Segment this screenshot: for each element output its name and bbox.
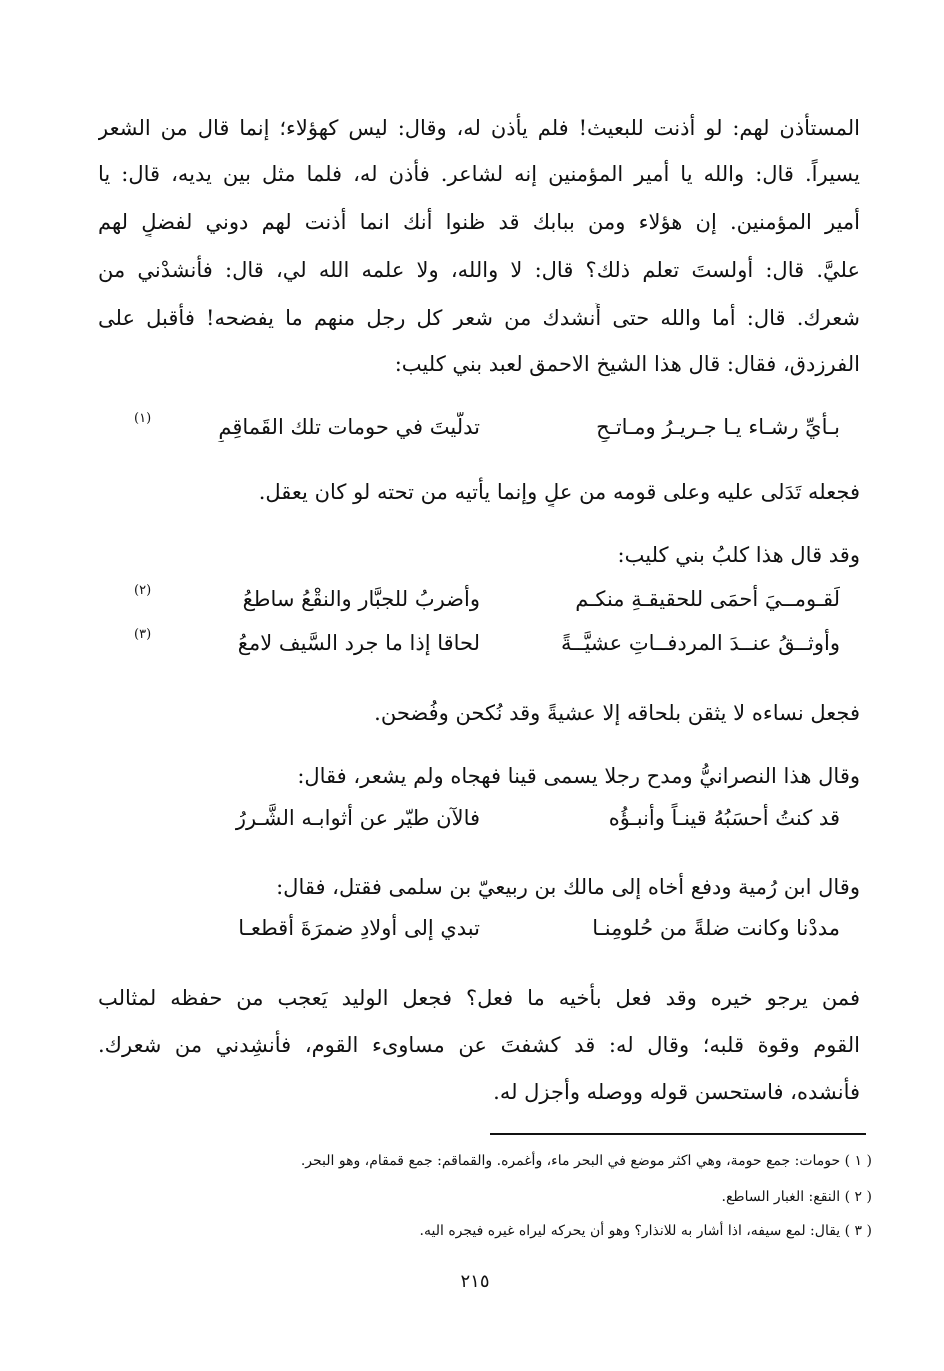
footnote-marker: (٢): [134, 583, 152, 598]
text-line: القوم وقوة قلبه؛ وقال له: قد كشفتَ عن مساوىء القوم، فأنشِدني من شعرك.: [98, 1033, 860, 1057]
footnote-marker: (١): [134, 411, 152, 426]
verse-first-hemistich: قد كنتُ أحسَبُهُ قينـاً وأنبـؤُه: [608, 806, 840, 830]
text-line: يسيراً. قال: والله يا أمير المؤمنين إنه لشاعر. فأذن له، فلما مثل بين يديه، قال: يا: [98, 162, 860, 186]
text-line: وقال هذا النصرانيُّ ومدح رجلا يسمى قينا فهجاه ولم يشعر، فقال:: [297, 764, 860, 788]
text-line: فجعله تَدَلى عليه وعلى قومه من علٍ وإنما يأتيه من تحته لو كان يعقل.: [258, 480, 860, 504]
verse-line: [134, 411, 840, 442]
footnote: ( ١ ) حومات: جمع حومة، وهي اكثر موضع في البحر ماء، وأغمره. والقماقم: جمع قمقام، وهو البحر.: [300, 1153, 872, 1169]
verse-second-hemistich: تدلَّيتَ في حومات تلك القَماقِمِ: [218, 415, 480, 439]
verse-first-hemistich: بـأيِّ رشـاء يـا جـريـرُ ومـاتـحٍ: [596, 415, 840, 439]
verse-line: [134, 627, 840, 658]
text-line: المستأذن لهم: لو أذنت للبعيث! فلم يأذن له، وقال: ليس كهؤلاء؛ إنما قال من الشعر: [98, 116, 860, 140]
footnote-marker: (٣): [134, 627, 152, 642]
footnote-divider: [490, 1133, 866, 1135]
text-line: الفرزدق، فقال: قال هذا الشيخ الاحمق لعبد بني كليب:: [394, 352, 860, 376]
verse-line: [140, 913, 840, 943]
footnote: ( ٣ ) يقال: لمع سيفه، اذا أشار به للانذار؟ وهو أن يحركه ليراه غيره فيجره اليه.: [419, 1223, 872, 1239]
verse-second-hemistich: تبدي إلى أولادِ ضمرَةَ أقطعـا: [238, 916, 480, 940]
verse-second-hemistich: لحاقا إذا ما جرد السَّيف لامعُ: [237, 631, 480, 655]
verse-second-hemistich: فالآن طيّر عن أثوابـه الشَّـررُ: [235, 806, 480, 830]
footnote: ( ٢ ) النقع: الغبار الساطع.: [721, 1189, 872, 1205]
verse-second-hemistich: وأضربُ للجبَّار والنقْعُ ساطعُ: [242, 587, 480, 611]
text-line: فأنشده، فاستحسن قوله ووصله وأجزل له.: [493, 1080, 860, 1104]
verse-line: [134, 583, 840, 614]
text-line: شعرك. قال: أما والله حتى أُنشدك من شعر كل رجل منهم ما يفضحه! فأقبل على: [98, 306, 860, 330]
page-number: ٢١٥: [460, 1271, 490, 1292]
text-line: أمير المؤمنين. إن هؤلاء ومن ببابك قد ظنوا أنك انما أذنت لهم دوني لفضلٍ لهم: [98, 210, 860, 234]
text-line: وقد قال هذا كلبُ بني كليب:: [617, 543, 860, 567]
verse-first-hemistich: وأوثــقُ عنــدَ المردفــاتِ عشيَّــةً: [561, 631, 840, 655]
text-line: فجعل نساءه لا يثقن بلحاقه إلا عشيةً وقد نُكحن وفُضحن.: [374, 701, 860, 725]
text-line: عليَّ. قال: أولستَ تعلم ذلك؟ قال: لا والله، ولا علمه الله لي، قال: فأنشدْني من: [98, 258, 860, 282]
text-line: وقال ابن رُمية ودفع أخاه إلى مالك بن ربيعيّ بن سلمى فقتل، فقال:: [276, 875, 860, 899]
verse-first-hemistich: لَقـومــيَ أحمَى للحقيقـةِ منكـم: [575, 587, 840, 611]
verse-first-hemistich: مددْنا وكانت ضلةً من حُلومِنـا: [592, 916, 840, 940]
text-line: فمن يرجو خيره وقد فعل بأخيه ما فعل؟ فجعل الوليد يَعجب من حفظه لمثالب: [98, 986, 860, 1010]
verse-line: [140, 803, 840, 833]
